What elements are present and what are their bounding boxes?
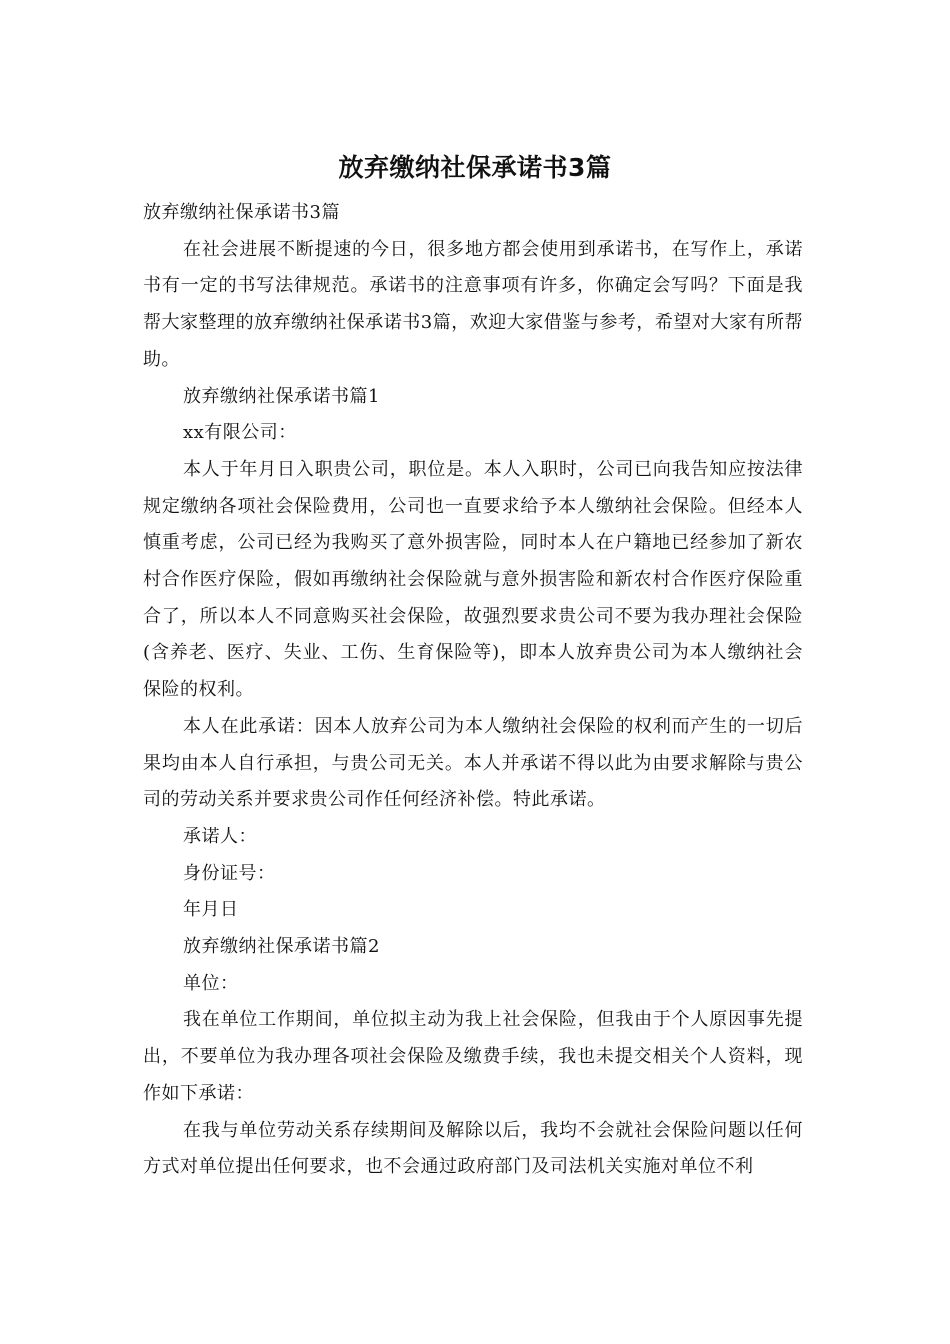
paragraph: 本人于年月日入职贵公司，职位是。本人入职时，公司已向我告知应按法律规定缴纳各项社会保险费用，公司也一直要求给予本人缴纳社会保险。但经本人慎重考虑，公司已经为我购买了意外损害险，同时本人在户籍地已经参加了新农村合作医疗保险，假如再缴纳社会保险就与意外损害险和新农村合作医疗保险重合了，所以本人不同意购买社会保险，故强烈要求贵公司不要为我办理社会保险(含养老、医疗、失业、工伤、生育保险等)，即本人放弃贵公司为本人缴纳社会保险的权利。 [143, 458, 803, 701]
paragraph: 本人在此承诺：因本人放弃公司为本人缴纳社会保险的权利而产生的一切后果均由本人自行承担，与贵公司无关。本人并承诺不得以此为由要求解除与贵公司的劳动关系并要求贵公司作任何经济补偿。特此承诺。 [143, 715, 803, 811]
paragraph: 在我与单位劳动关系存续期间及解除以后，我均不会就社会保险问题以任何方式对单位提出任何要求，也不会通过政府部门及司法机关实施对单位不利 [143, 1119, 803, 1178]
paragraph: 单位： [183, 972, 239, 994]
paragraph: 在社会进展不断提速的今日，很多地方都会使用到承诺书，在写作上，承诺书有一定的书写法律规范。承诺书的注意事项有许多，你确定会写吗？下面是我帮大家整理的放弃缴纳社保承诺书3篇，欢迎大家借鉴与参考，希望对大家有所帮助。 [143, 238, 803, 370]
paragraph: 放弃缴纳社保承诺书3篇 [143, 202, 340, 223]
paragraph: 我在单位工作期间，单位拟主动为我上社会保险，但我由于个人原因事先提出，不要单位为我办理各项社会保险及缴费手续，我也未提交相关个人资料，现作如下承诺： [143, 1009, 803, 1104]
paragraph: 放弃缴纳社保承诺书篇2 [183, 936, 380, 958]
paragraph: 年月日 [183, 899, 239, 921]
document-body [143, 195, 803, 1186]
paragraph: 承诺人： [183, 825, 257, 847]
document-title: 放弃缴纳社保承诺书3篇 [338, 153, 612, 182]
paragraph: 身份证号： [183, 862, 276, 884]
paragraph: 放弃缴纳社保承诺书篇1 [183, 385, 380, 407]
paragraph: xx有限公司： [183, 422, 297, 444]
